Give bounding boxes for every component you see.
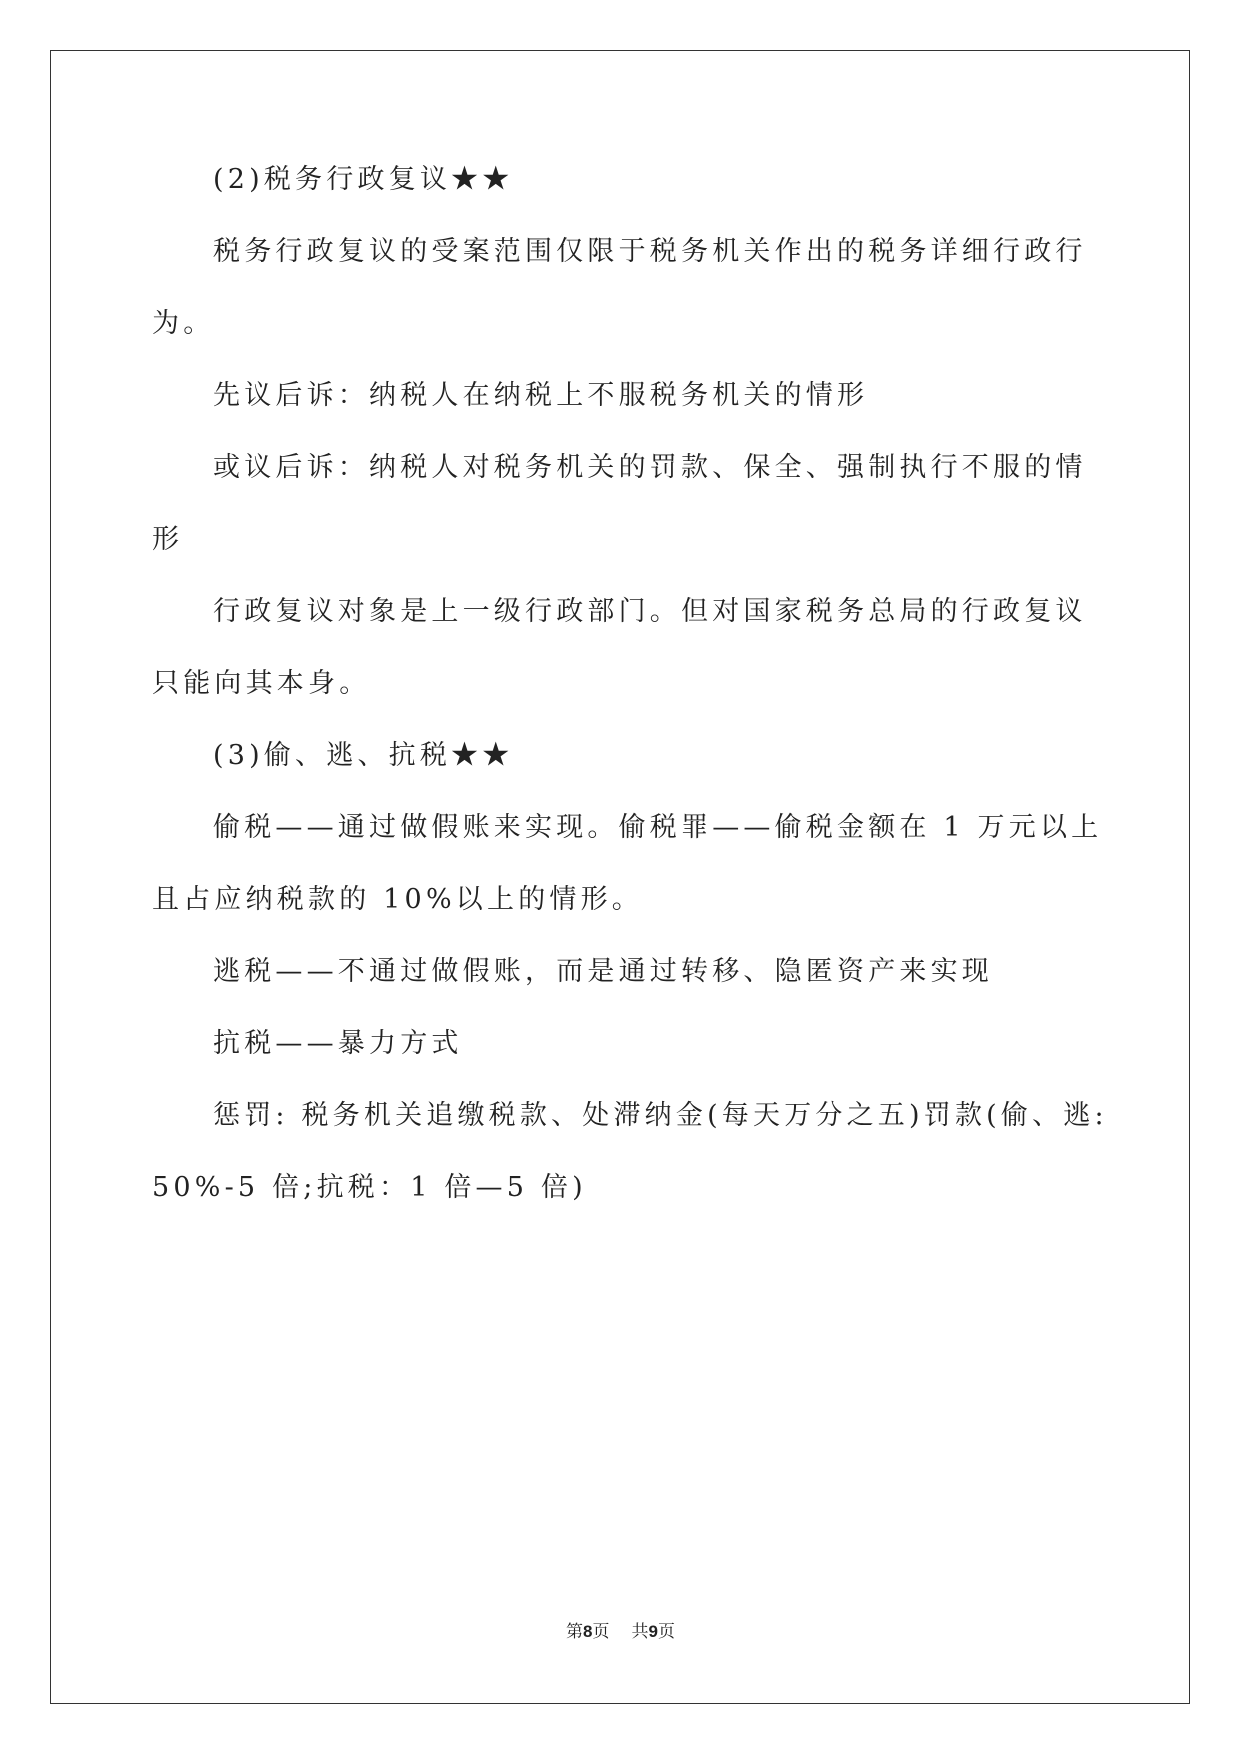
paragraph-line: 税务行政复议的受案范围仅限于税务机关作出的税务详细行政行: [213, 236, 1087, 267]
paragraph-line: 惩罚: 税务机关追缴税款、处滞纳金(每天万分之五)罚款(偷、逃:: [213, 1100, 1108, 1131]
paragraph-line: 形: [152, 524, 184, 555]
page-prefix: 第: [566, 1622, 584, 1642]
paragraph-line: 先议后诉：纳税人在纳税上不服税务机关的情形: [213, 380, 869, 411]
section-heading-2: (2)税务行政复议★★: [213, 164, 514, 195]
paragraph-line: 为。: [152, 308, 215, 339]
page-current-number: 8: [583, 1622, 593, 1641]
page-total-number: 9: [648, 1622, 658, 1641]
paragraph-line: 行政复议对象是上一级行政部门。但对国家税务总局的行政复议: [213, 596, 1087, 627]
paragraph-line: 偷税——通过做假账来实现。偷税罪——偷税金额在 1 万元以上: [213, 812, 1103, 843]
paragraph-line: 50%-5 倍;抗税：1 倍—5 倍): [152, 1172, 587, 1203]
page-footer: [0, 1617, 1241, 1642]
paragraph-line: 逃税——不通过做假账，而是通过转移、隐匿资产来实现: [213, 956, 993, 987]
page-suffix: 页: [592, 1622, 610, 1642]
section-heading-3: (3)偷、逃、抗税★★: [213, 740, 514, 771]
paragraph-line: 抗税——暴力方式: [213, 1028, 463, 1059]
paragraph-line: 且占应纳税款的 10%以上的情形。: [152, 884, 643, 915]
total-suffix: 页: [657, 1622, 675, 1642]
total-prefix: 共: [631, 1622, 649, 1642]
page-border: [50, 50, 1190, 1704]
paragraph-line: 只能向其本身。: [152, 668, 371, 699]
paragraph-line: 或议后诉：纳税人对税务机关的罚款、保全、强制执行不服的情: [213, 452, 1087, 483]
